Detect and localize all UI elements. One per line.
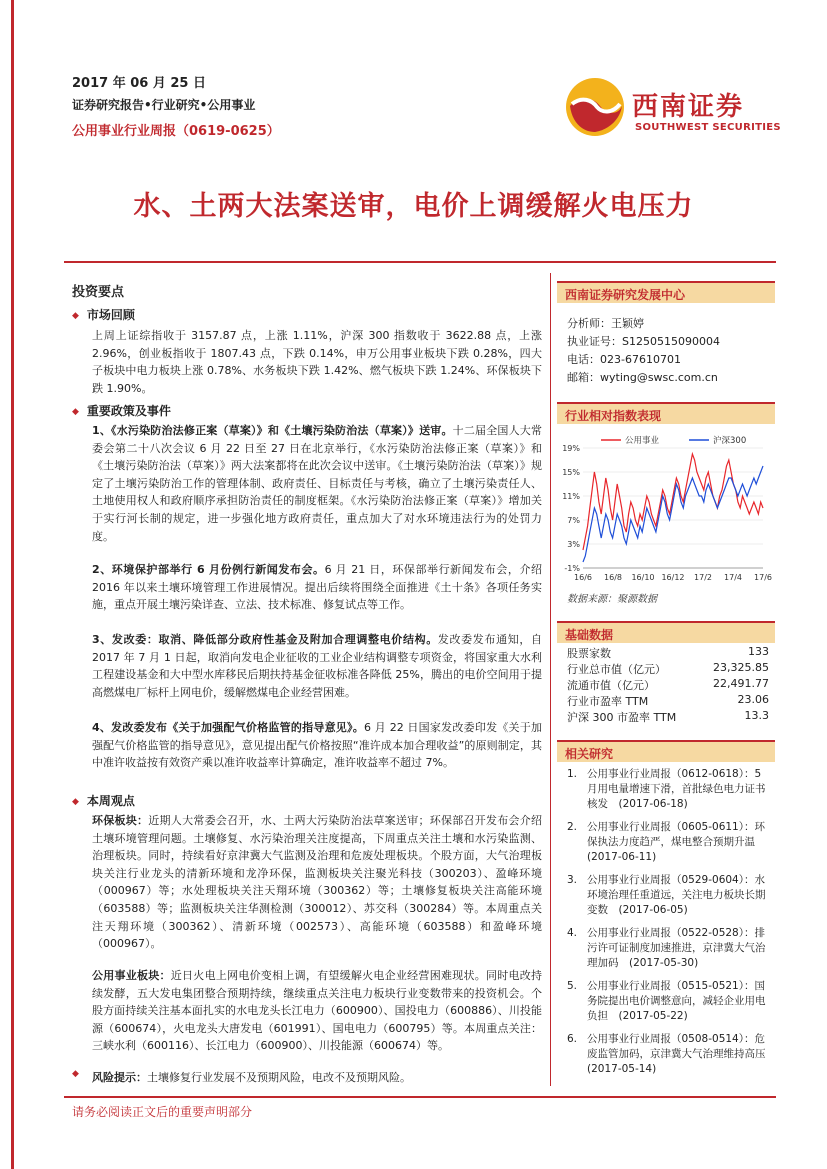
related-item-text: 公用事业行业周报（0508-0514）：危废监管加码，京津冀大气治理维持高压 (2017-05-14) <box>587 1033 766 1075</box>
basic-data-heading: 基础数据 <box>557 621 775 643</box>
stat-value: 22,491.77 <box>713 677 769 690</box>
stat-value: 13.3 <box>744 709 769 722</box>
util-sector-text: 近日火电上网电价变相上调，有望缓解火电企业经营困难现状。同时电改持续发酵，五大发电集团整合预期持续，继续重点关注电力板块行业变数带来的投资机会。个股方面持续关注基本面扎实的水电龙头长江电力（600900）、国投电力（600886）、川投能源（600674），火电龙头大唐发电（601991）、国电电力（600795）等。本周重点关注：三峡水利（600116）、长江电力（600900）、川投能源（600674）等。 <box>92 969 542 1053</box>
related-item[interactable] <box>567 979 772 1024</box>
stat-row-industry-pe <box>567 693 769 709</box>
analyst-name: 分析师：王颖婷 <box>567 317 644 330</box>
related-item[interactable] <box>567 767 772 812</box>
chart-source: 数据来源：聚源数据 <box>567 594 657 605</box>
stat-row-float-cap <box>567 677 769 693</box>
related-item-number: 4. <box>567 927 578 939</box>
chart-y-tick-label: 3% <box>567 540 580 549</box>
analyst-license: 执业证号：S1250515090004 <box>567 335 720 348</box>
related-item[interactable] <box>567 873 772 918</box>
chart-y-tick-label: -1% <box>564 564 580 573</box>
chart-x-tick-label: 16/12 <box>661 573 685 582</box>
stat-label: 行业总市值（亿元） <box>567 663 666 676</box>
chart-legend-label: 公用事业 <box>625 436 660 446</box>
report-title: 水、土两大法案送审，电价上调缓解火电压力 <box>133 191 694 222</box>
chart-y-tick-label: 7% <box>567 516 580 525</box>
related-item-text: 公用事业行业周报（0529-0604）：水环境治理任重道远，关注电力板块长期变数 (2017-06-05) <box>587 874 766 916</box>
report-category: 证券研究报告•行业研究•公用事业 <box>72 98 256 112</box>
policy-item-4 <box>92 719 542 772</box>
analyst-email: 邮箱：wyting@swsc.com.cn <box>567 371 718 384</box>
stat-label: 沪深 300 市盈率 TTM <box>567 711 677 724</box>
chart-x-tick-label: 16/6 <box>574 573 592 582</box>
policy-item-1 <box>92 422 542 545</box>
chart-y-tick-label: 15% <box>562 468 580 477</box>
report-subtitle: 公用事业行业周报（0619-0625） <box>72 124 280 139</box>
market-review-text: 上周上证综指收于 3157.87 点，上涨 1.11%，沪深 300 指数收于 3622.88 点，上涨 2.96%，创业板指收于 1807.43 点，下跌 0.14%，申万公用事业板块下跌 0.28%，四大子板块中电力板块上涨 0.78%、水务板块下跌 1.42%、燃气板块下跌 1.24%、环保板块下跌 1.90%。 <box>92 329 542 395</box>
report-date: 2017 年 06 月 25 日 <box>72 76 206 91</box>
risk-warning <box>92 1069 542 1087</box>
policy-item-1-text: 十二届全国人大常委会第二十八次会议 6 月 22 日至 27 日在北京举行，《水污染防治法修正案（草案）》和《土壤污染防治法（草案）》两大法案都将在此次会议中送审。《土壤污染防治法（草案）》规定了土壤污染防治工作的管理体制、政府责任、目标责任与考核，确立了土壤污染责任人、土地使用权人和政府顺序承担防治责任的制度框架。《水污染防治法修正案（草案）》增加关于实行河长制的规定，进一步强化地方政府责任，重点加大了对水环境违法行为的处罚力度。 <box>92 424 542 543</box>
related-research-heading: 相关研究 <box>557 740 775 762</box>
stat-label: 流通市值（亿元） <box>567 679 655 692</box>
policy-item-3-text: 发改委发布通知，自 2017 年 7 月 1 日起，取消向发电企业征收的工业企业结构调整专项资金，将国家重大水利工程建设基金和大中型水库移民后期扶持基金征收标准各降低 25%，腾出的电价空间用于提高燃煤电厂标杆上网电价，缓解燃煤电企业经营困难。 <box>92 633 542 699</box>
stat-value: 23,325.85 <box>713 661 769 674</box>
related-item-number: 1. <box>567 768 578 780</box>
heading-weekly-view: ◆ 本周观点 <box>72 792 135 809</box>
related-item-text: 公用事业行业周报（0515-0521）：国务院提出电价调整意向，减轻企业用电负担 (2017-05-22) <box>587 980 766 1022</box>
footer-divider <box>64 1096 776 1098</box>
stat-row-hs300-pe <box>567 709 769 725</box>
chart-x-tick-label: 16/8 <box>604 573 622 582</box>
risk-label: 风险提示： <box>92 1071 147 1084</box>
policy-item-3 <box>92 631 542 701</box>
stat-row-total-cap <box>567 661 769 677</box>
chart-y-tick-label: 19% <box>562 444 580 453</box>
section-title-investment: 投资要点 <box>72 285 125 300</box>
related-item-text: 公用事业行业周报（0605-0611）：环保执法力度趋严，煤电整合预期升温 (2017-06-11) <box>587 821 765 863</box>
chart-x-tick-label: 16/10 <box>631 573 655 582</box>
logo-text-cn: 西南证券 <box>632 92 745 122</box>
heading-policy: ◆ 重要政策及事件 <box>72 402 171 419</box>
util-sector-label: 公用事业板块： <box>92 969 171 982</box>
related-item[interactable] <box>567 1032 772 1077</box>
related-item-text: 公用事业行业周报（0522-0528）：排污许可证制度加速推进，京津冀大气治理加码 (2017-05-30) <box>587 927 766 969</box>
util-sector-view <box>92 967 542 1055</box>
logo-emblem-icon <box>564 76 626 138</box>
stat-row-stock-count <box>567 645 769 661</box>
policy-item-2-text: 6 月 21 日，环保部举行新闻发布会，介绍 2016 年以来土壤环境管理工作进展情况。提出后续将围绕全面推进《土十条》各项任务实施，重点开展土壤污染详查、立法、技术标准、修复试点等工作。 <box>92 563 543 612</box>
footer-disclaimer: 请务必阅读正文后的重要声明部分 <box>72 1105 253 1119</box>
chart-y-tick-label: 11% <box>562 492 580 501</box>
related-item-number: 2. <box>567 821 578 833</box>
policy-item-2 <box>92 561 542 614</box>
related-item-number: 6. <box>567 1033 578 1045</box>
env-sector-text: 近期人大常委会召开，水、土两大污染防治法草案送审；环保部召开发布会介绍土壤环境管理问题。土壤修复、水污染治理关注度提高，下周重点关注土壤和水污染监测、治理板块。同时，持续看好京津冀大气监测及治理和危废处理板块。个股方面，大气治理板块关注行业龙头的清新环境和龙净环保，监测板块关注聚光科技（300203）、盈峰环境（000967）等；水处理板块关注天翔环境（300362）等；土壤修复板块关注高能环境（603588）等；监测板块关注华测检测（300012）、苏交科（300284）等。本周重点关注天翔环境（300362）、清新环境（002573）、高能环境（603588）和盈峰环境（000967）。 <box>92 814 543 951</box>
env-sector-label: 环保板块： <box>92 814 149 827</box>
stat-value: 133 <box>748 645 769 658</box>
related-item-number: 5. <box>567 980 578 992</box>
policy-item-2-lead: 2、环境保护部举行 6 月份例行新闻发布会。 <box>92 563 325 576</box>
related-item-text: 公用事业行业周报（0612-0618）：5 月用电量增速下滑，首批绿色电力证书核发 (2017-06-18) <box>587 768 766 810</box>
related-item-number: 3. <box>567 874 578 886</box>
policy-item-1-lead: 1、《水污染防治法修正案（草案）》和《土壤污染防治法（草案）》送审。 <box>92 424 453 437</box>
relative-index-chart <box>557 428 773 593</box>
chart-x-tick-label: 17/6 <box>754 573 772 582</box>
policy-item-3-lead: 3、发改委：取消、降低部分政府性基金及附加合理调整电价结构。 <box>92 633 438 646</box>
stat-value: 23.06 <box>737 693 769 706</box>
policy-item-4-lead: 4、发改委发布《关于加强配气价格监管的指导意见》。 <box>92 721 365 734</box>
column-divider <box>550 273 551 1086</box>
related-item[interactable] <box>567 926 772 971</box>
chart-heading: 行业相对指数表现 <box>557 402 775 424</box>
chart-series-line <box>583 466 763 562</box>
stat-label: 股票家数 <box>567 647 611 660</box>
related-item[interactable] <box>567 820 772 865</box>
risk-bullet-icon: ◆ <box>72 1069 79 1079</box>
chart-legend-label: 沪深300 <box>713 436 747 446</box>
left-margin-rule <box>11 0 14 1169</box>
policy-item-4-text: 6 月 22 日国家发改委印发《关于加强配气价格监管的指导意见》，意见提出配气价格按照“准许成本加合理收益”的原则制定，其中准许收益按有效资产乘以准许收益率计算确定，准许收益率不超过 7%。 <box>92 721 543 770</box>
analyst-phone: 电话：023-67610701 <box>567 353 681 366</box>
chart-x-tick-label: 17/2 <box>694 573 712 582</box>
logo-text-en: SOUTHWEST SECURITIES <box>635 122 781 133</box>
research-center-heading: 西南证券研究发展中心 <box>557 281 775 303</box>
chart-x-tick-label: 17/4 <box>724 573 742 582</box>
risk-text: 土壤修复行业发展不及预期风险，电改不及预期风险。 <box>147 1071 411 1084</box>
header-divider <box>64 261 776 263</box>
heading-market-review: ◆ 市场回顾 <box>72 306 135 323</box>
stat-label: 行业市盈率 TTM <box>567 695 649 708</box>
env-sector-view <box>92 812 542 953</box>
